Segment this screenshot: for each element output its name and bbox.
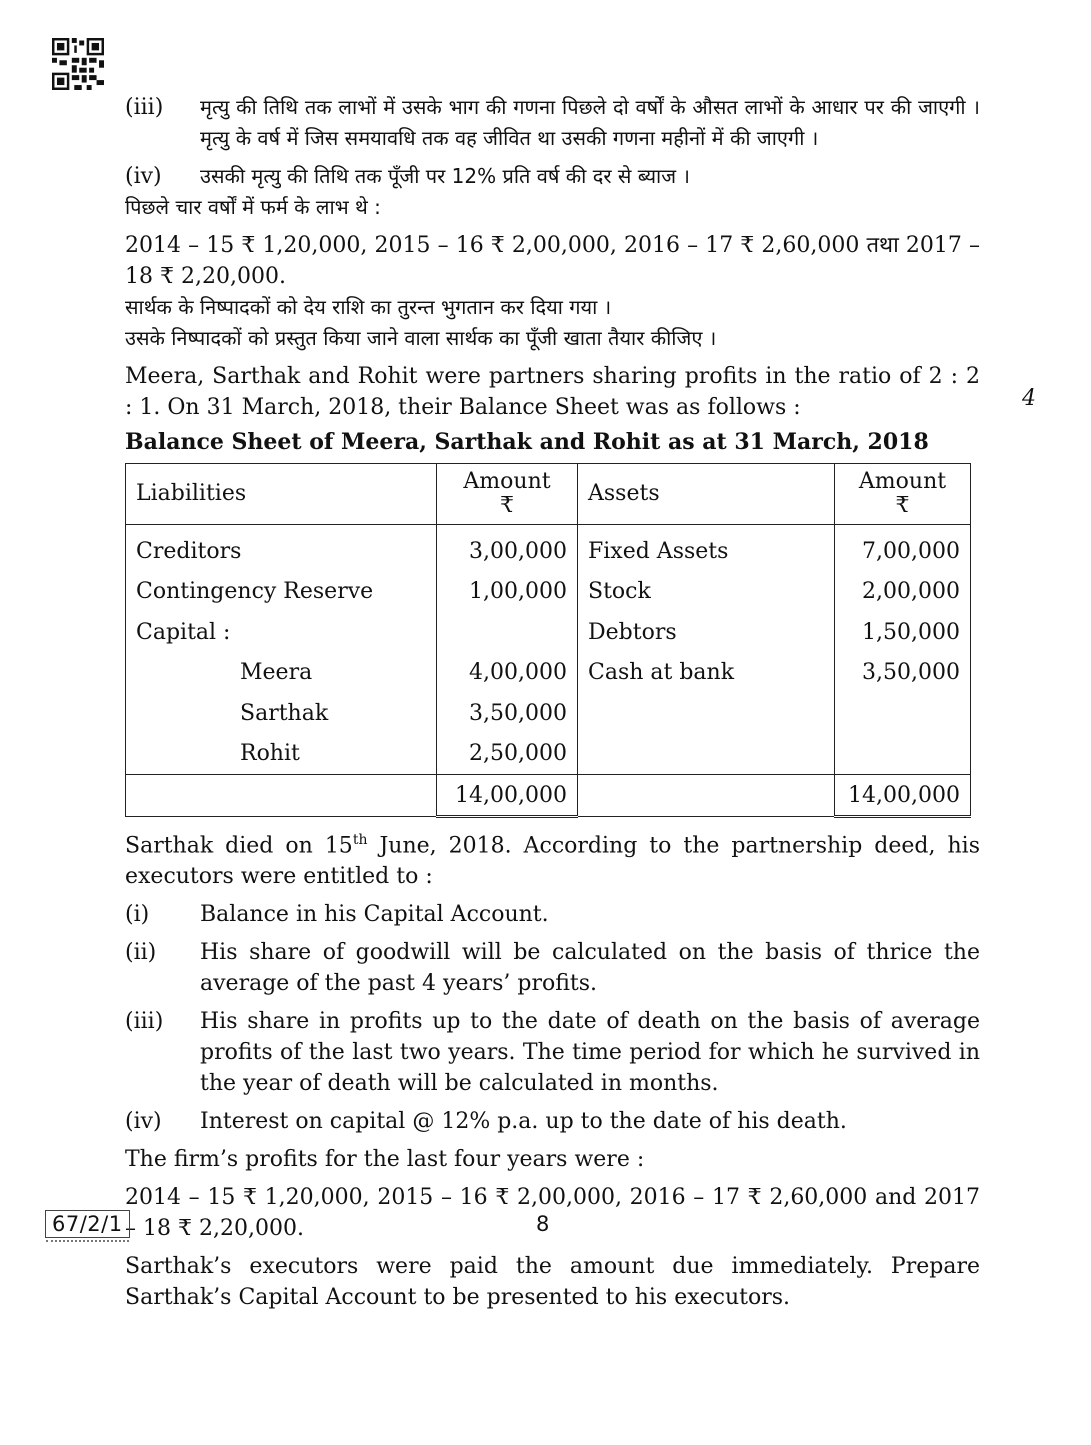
total-assets: 14,00,000 [835, 775, 971, 817]
marks: 4 [1022, 386, 1036, 411]
header-liabilities: Liabilities [126, 464, 437, 525]
qr-code-icon [52, 38, 104, 90]
paper-code: 67/2/1 [45, 1210, 130, 1238]
english-item-iii [125, 1006, 980, 1099]
amount-cell: 3,00,000 [437, 525, 578, 572]
liability-cell: Capital : [126, 612, 437, 653]
item-text: मृत्यु की तिथि तक लाभों में उसके भाग की गणना पिछले दो वर्षों के औसत लाभों के आधार पर की जाएगी । मृत्यु के वर्ष में जिस समयावधि तक वह जीवित था उसकी गणना महीनों में की जाएगी । [200, 95, 980, 150]
item-number: (ii) [125, 940, 157, 966]
asset-cell: Debtors [578, 612, 835, 653]
balance-sheet-table [125, 463, 971, 818]
hindi-item-iv [125, 161, 980, 192]
asset-cell [578, 693, 835, 734]
item-text: Interest on capital @ 12% p.a. up to the date of his death. [200, 1109, 847, 1135]
item-text: उसकी मृत्यु की तिथि तक पूँजी पर 12% प्रति वर्ष की दर से ब्याज । [200, 164, 690, 188]
amount-cell [835, 734, 971, 775]
liability-cell: Meera [126, 653, 437, 694]
liability-cell: Creditors [126, 525, 437, 572]
liability-cell: Sarthak [126, 693, 437, 734]
liability-cell: Contingency Reserve [126, 572, 437, 613]
table-row [126, 572, 971, 613]
hindi-profits: 2014 – 15 ₹ 1,20,000, 2015 – 16 ₹ 2,00,000, 2016 – 17 ₹ 2,60,000 तथा 2017 – 18 ₹ 2,20,000. [125, 233, 980, 289]
english-intro: Meera, Sarthak and Rohit were partners sharing profits in the ratio of 2 : 2 : 1. On 31 March, 2018, their Balance Sheet was as follows : [125, 364, 980, 420]
table-row [126, 612, 971, 653]
page-number: 8 [536, 1212, 550, 1236]
rupee-symbol: ₹ [895, 493, 910, 518]
table-row [126, 653, 971, 694]
asset-cell: Stock [578, 572, 835, 613]
hindi-instruction: उसके निष्पादकों को प्रस्तुत किया जाने वाला सार्थक का पूँजी खाता तैयार कीजिए । [125, 326, 717, 350]
hindi-item-iii [125, 92, 980, 154]
asset-cell: Cash at bank [578, 653, 835, 694]
amount-cell [437, 612, 578, 653]
item-text: His share of goodwill will be calculated on the basis of thrice the average of the past 4 years’ profits. [200, 940, 980, 997]
header-amount: Amount ₹ [437, 464, 578, 525]
english-closing: Sarthak’s executors were paid the amount due immediately. Prepare Sarthak’s Capital Account to be presented to his executors. [125, 1254, 980, 1311]
item-number: (iv) [125, 164, 162, 189]
table-row [126, 734, 971, 775]
header-assets: Assets [578, 464, 835, 525]
item-number: (iv) [125, 1109, 162, 1135]
item-number: (iii) [125, 95, 164, 120]
balance-sheet-title: Balance Sheet of Meera, Sarthak and Rohit as at 31 March, 2018 [125, 429, 929, 455]
amount-cell: 3,50,000 [437, 693, 578, 734]
amount-cell: 7,00,000 [835, 525, 971, 572]
amount-cell [835, 693, 971, 734]
question-body [125, 92, 980, 1313]
english-profits-intro: The firm’s profits for the last four years were : [125, 1147, 645, 1173]
item-text: Balance in his Capital Account. [200, 902, 549, 928]
header-amount: Amount ₹ [835, 464, 971, 525]
death-statement: Sarthak died on 15th June, 2018. According to the partnership deed, his executors were entitled to : [125, 832, 980, 890]
amount-cell: 3,50,000 [835, 653, 971, 694]
english-item-i [125, 899, 980, 930]
table-header-row [126, 464, 971, 525]
hindi-profits-intro: पिछले चार वर्षों में फर्म के लाभ थे : [125, 195, 381, 219]
amount-cell: 2,50,000 [437, 734, 578, 775]
english-item-ii [125, 937, 980, 999]
empty-cell [126, 775, 437, 817]
table-row [126, 525, 971, 572]
asset-cell: Fixed Assets [578, 525, 835, 572]
rupee-symbol: ₹ [500, 493, 514, 518]
empty-cell [578, 775, 835, 817]
amount-cell: 2,00,000 [835, 572, 971, 613]
item-number: (iii) [125, 1009, 164, 1035]
total-liabilities: 14,00,000 [437, 775, 578, 817]
item-text: His share in profits up to the date of death on the basis of average profits of the last two years. The time period for which he survived in the year of death will be calculated in months. [200, 1009, 980, 1097]
english-profits: 2014 – 15 ₹ 1,20,000, 2015 – 16 ₹ 2,00,000, 2016 – 17 ₹ 2,60,000 and 2017 – 18 ₹ 2,20,000. [125, 1185, 980, 1242]
hindi-payment: सार्थक के निष्पादकों को देय राशि का तुरन्त भुगतान कर दिया गया । [125, 295, 612, 319]
table-row [126, 693, 971, 734]
amount-cell: 1,50,000 [835, 612, 971, 653]
english-item-iv [125, 1106, 980, 1137]
item-number: (i) [125, 902, 150, 928]
amount-cell: 4,00,000 [437, 653, 578, 694]
liability-cell: Rohit [126, 734, 437, 775]
totals-row [126, 775, 971, 817]
amount-cell: 1,00,000 [437, 572, 578, 613]
asset-cell [578, 734, 835, 775]
